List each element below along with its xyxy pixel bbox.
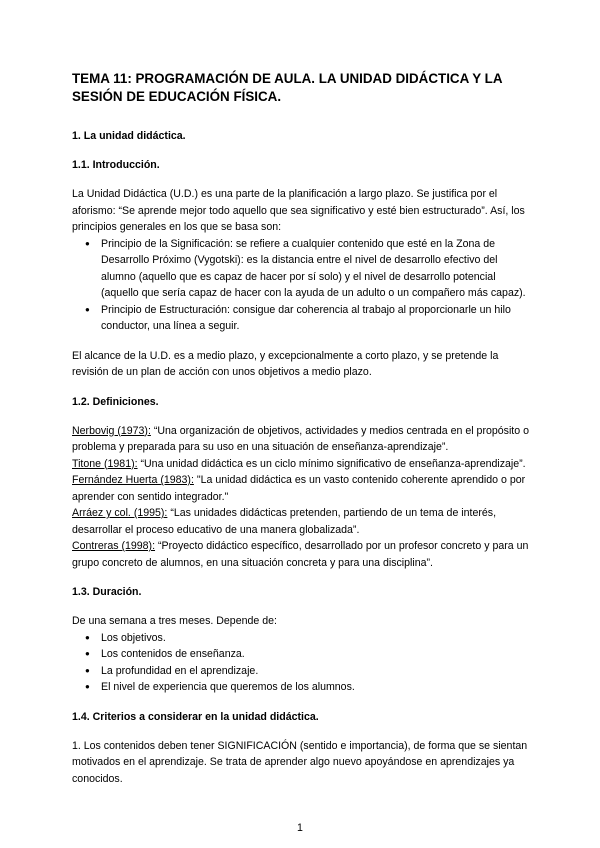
duration-list	[72, 630, 532, 696]
list-item: ● El nivel de experiencia que queremos de los alumnos.	[72, 679, 532, 696]
section-1-3-heading: 1.3. Duración.	[72, 586, 142, 598]
list-item: ● Los contenidos de enseñanza.	[72, 646, 532, 663]
section-1-heading: 1. La unidad didáctica.	[72, 130, 186, 142]
duration-paragraph: De una semana a tres meses. Depende de:	[72, 615, 277, 627]
section-1-1-heading: 1.1. Introducción.	[72, 159, 160, 171]
list-item: ● La profundidad en el aprendizaje.	[72, 663, 532, 680]
definition-author: Arráez y col. (1995):	[72, 507, 168, 519]
list-item: ● Principio de la Significación: se refiere a cualquier contenido que esté en la Zona de Desarrollo Próximo (Vygotski): es la distancia entre el nivel de desarrollo efectivo del alumno (aquello que es capaz de hacer por sí solo) y el nivel de desarrollo potencial (aquello que sería capaz de hacer con la ayuda de un adulto o un compañero más capaz).	[72, 236, 532, 302]
list-item: ● Los objetivos.	[72, 630, 532, 647]
definition-author: Contreras (1998):	[72, 540, 156, 552]
document-title: TEMA 11: PROGRAMACIÓN DE AULA. LA UNIDAD DIDÁCTICA Y LA SESIÓN DE EDUCACIÓN FÍSICA.	[72, 71, 502, 104]
scope-paragraph: El alcance de la U.D. es a medio plazo, y excepcionalmente a corto plazo, y se pretende la revisión de un plan de acción con unos objetivos a medio plazo.	[72, 349, 499, 378]
definition-text: “Una organización de objetivos, actividades y medios centrada en el propósito o problema y preparada para su uso en una situación de enseñanza-aprendizaje”.	[72, 424, 529, 453]
page-content	[72, 70, 532, 787]
definition-text: “Una unidad didáctica es un ciclo mínimo significativo de enseñanza-aprendizaje”.	[137, 457, 526, 470]
page-number: 1	[297, 822, 303, 834]
section-1-2-heading: 1.2. Definiciones.	[72, 395, 159, 408]
definition-text: "La unidad didáctica es un vasto contenido coherente aprendido o por aprender con sentido integrador."	[72, 474, 526, 503]
definition-author: Titone (1981):	[72, 457, 138, 470]
definition-author: Nerbovig (1973):	[72, 424, 151, 437]
list-item: ● Principio de Estructuración: consigue dar coherencia al trabajo al proporcionarle un hilo conductor, una línea a seguir.	[72, 302, 532, 335]
principles-list	[72, 236, 532, 335]
definition-text: “Proyecto didáctico específico, desarrollado por un profesor concreto y para un grupo concreto de alumnos, en una situación concreta y para una disciplina”.	[72, 540, 529, 569]
section-1-4-heading: 1.4. Criterios a considerar en la unidad didáctica.	[72, 710, 319, 723]
intro-paragraph: La Unidad Didáctica (U.D.) es una parte de la planificación a largo plazo. Se justifica por el aforismo: “Se aprende mejor todo aquello que sea significativo y esté bien estructurado”. Así, los principios generales en los que se basa son:	[72, 188, 525, 233]
definition-text: “Las unidades didácticas pretenden, partiendo de un tema de interés, desarrollar el proceso educativo de una manera globalizada”.	[72, 507, 497, 536]
definitions-block	[72, 423, 532, 572]
criteria-paragraph: 1. Los contenidos deben tener SIGNIFICACIÓN (sentido e importancia), de forma que se sientan motivados en el aprendizaje. Se trata de aprender algo nuevo apoyándose en aprendizajes ya conocidos.	[72, 739, 528, 785]
definition-author: Fernández Huerta (1983):	[72, 474, 194, 486]
